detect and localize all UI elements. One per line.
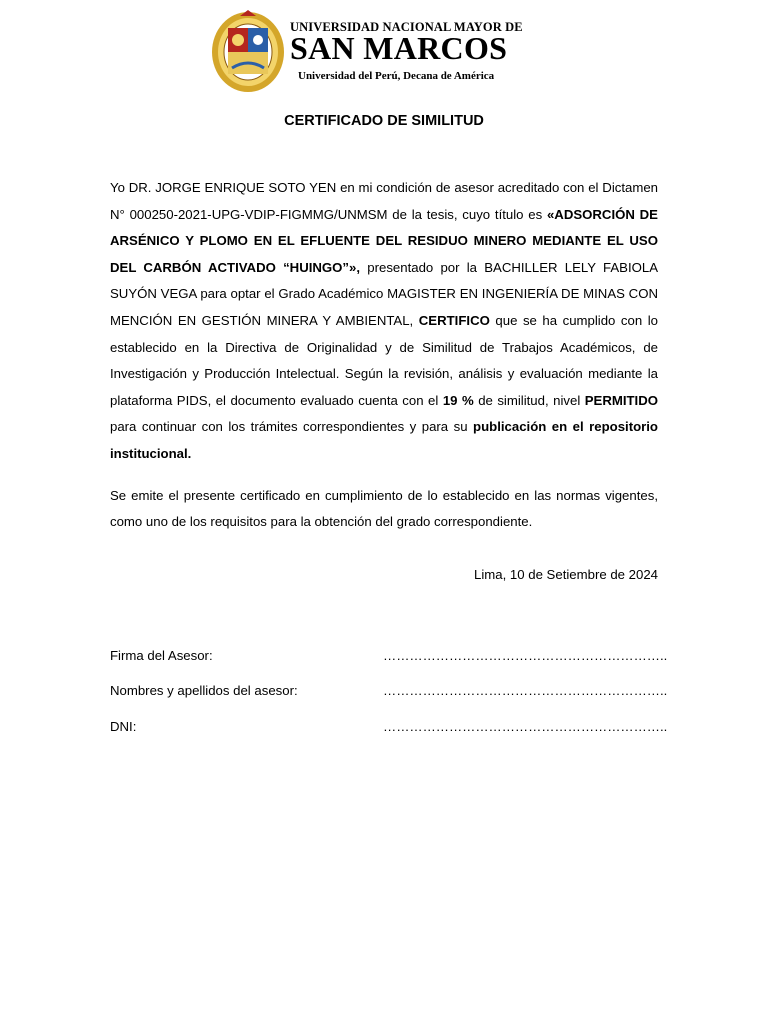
dni-line: ……………………………………………………….. bbox=[383, 719, 668, 734]
dni-label: DNI: bbox=[110, 719, 137, 734]
advisor-name-line: ……………………………………………………….. bbox=[383, 683, 668, 698]
similarity-percent: 19 % bbox=[442, 392, 474, 408]
text-span: que se ha cumplido con lo establecido en la Directiva de Originalidad y de Similitud de Trabajos Académicos, de Investigación y Producción Intelectual. Según la revisión, análisis y evaluación mediante la plataforma PIDS, el documento evaluado cuenta con el bbox=[110, 312, 659, 408]
thesis-title: «ADSORCIÓN DE ARSÉNICO Y PLOMO EN EL EFLUENTE DEL RESIDUO MINERO MEDIANTE EL USO DEL CARBÓN ACTIVADO “HUINGO”», bbox=[110, 206, 658, 275]
signature-label: Firma del Asesor: bbox=[110, 648, 213, 663]
text-span: de similitud, nivel bbox=[473, 392, 585, 408]
main-paragraph bbox=[110, 175, 658, 468]
certifico-word: CERTIFICO bbox=[418, 312, 490, 328]
date-line: Lima, 10 de Setiembre de 2024 bbox=[473, 567, 658, 582]
document-title: CERTIFICADO DE SIMILITUD bbox=[284, 113, 484, 129]
university-tagline: Universidad del Perú, Decana de América bbox=[298, 70, 495, 82]
text-span: para continuar con los trámites correspondientes y para su bbox=[110, 419, 474, 435]
advisor-name-label: Nombres y apellidos del asesor: bbox=[110, 683, 298, 698]
text-span: presentado por la BACHILLER LELY FABIOLA SUYÓN VEGA para optar el Grado Académico MAGISTER EN INGENIERÍA DE MINAS CON MENCIÓN EN GESTIÓN MINERA Y AMBIENTAL, bbox=[110, 259, 658, 328]
closing-paragraph: Se emite el presente certificado en cumplimiento de lo establecido en las normas vigentes, como uno de los requisitos para la obtención del grado correspondiente. bbox=[110, 487, 658, 530]
level-permitido: PERMITIDO bbox=[584, 392, 658, 408]
university-header-line: UNIVERSIDAD NACIONAL MAYOR DE bbox=[290, 20, 523, 34]
university-seal-icon bbox=[210, 10, 286, 94]
certificate-body bbox=[110, 175, 658, 536]
publication-note: publicación en el repositorio institucional. bbox=[110, 419, 658, 461]
letterhead bbox=[210, 8, 540, 96]
university-name: SAN MARCOS bbox=[290, 30, 508, 66]
signature-line: ……………………………………………………….. bbox=[383, 648, 668, 663]
text-span: Yo DR. JORGE ENRIQUE SOTO YEN en mi condición de asesor acreditado con el Dictamen N° 000250-2021-UPG-VDIP-FIGMMG/UNMSM de la tesis, cuyo título es bbox=[110, 180, 658, 222]
